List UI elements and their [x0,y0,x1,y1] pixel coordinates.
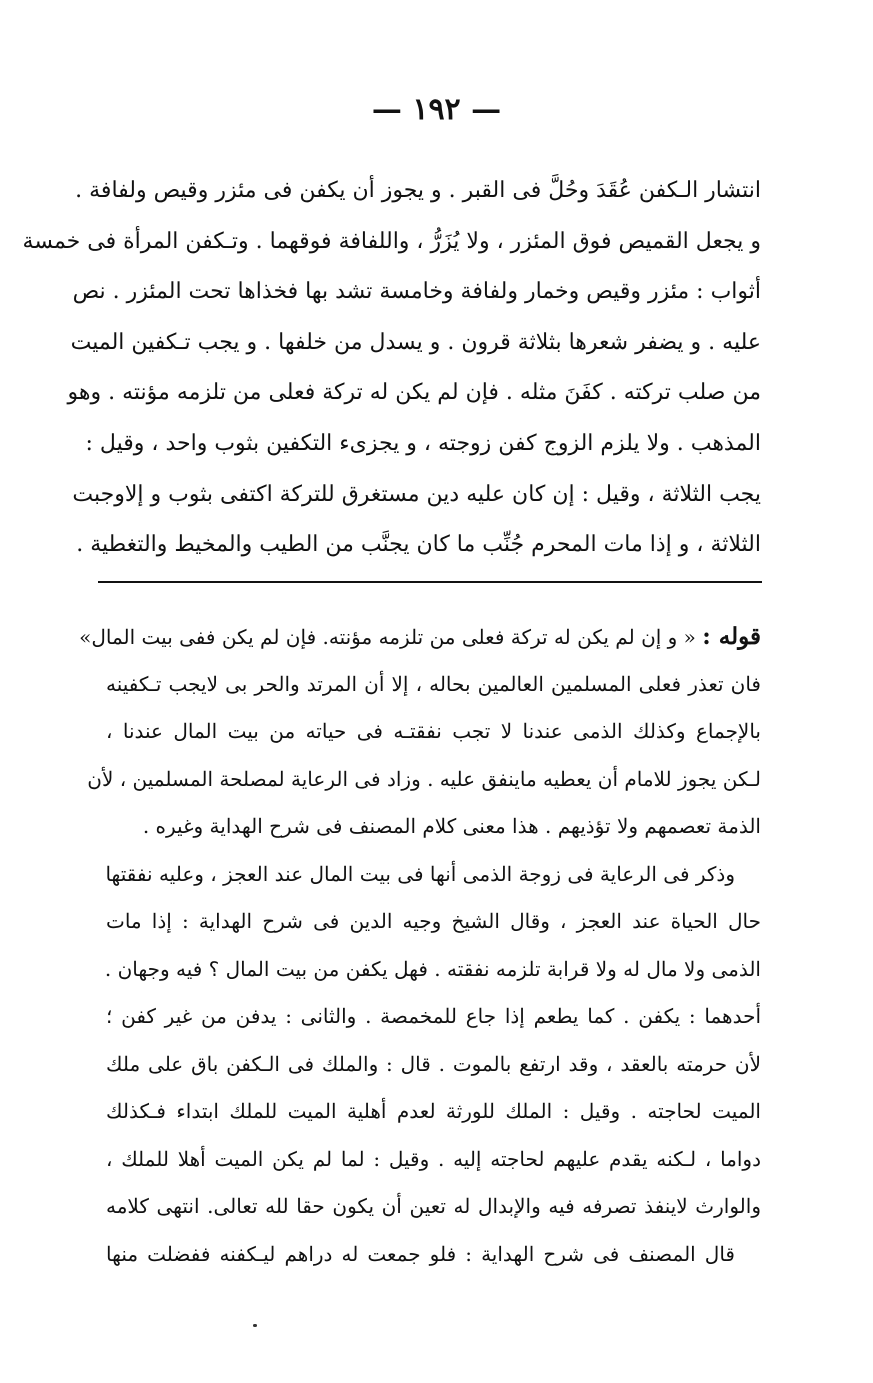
main-text-line: انتشار الـكفن عُقَدَ وحُلَّ فى القبر . و يجوز أن يكفن فى مئزر وقيص ولفافة . [75,178,761,203]
main-text-line: عليه . و يضفر شعرها بثلاثة قرون . و يسدل من خلفها . و يجب تـكفين الميت [70,329,761,355]
commentary-line: والوارث لاينفذ تصرفه فيه والإبدال له تعين أن يكون حقا لله تعالى. انتهى كلامه [106,1194,761,1218]
page-number: — ١٩٢ — [371,92,502,127]
commentary-line: الذمة تعصمهم ولا تؤذيهم . هذا معنى كلام المصنف فى شرح الهداية وغيره . [142,814,761,838]
commentary-line: بالإجماع وكذلك الذمى عندنا لا تجب نفقتـه فى حياته من بيت المال عندنا ، [106,719,761,743]
main-text-line: و يجعل القميص فوق المئزر ، ولا يُزَرُّ ، واللفافة فوقهما . وتـكفن المرأة فى خمسة [22,228,761,254]
commentary-line: قال المصنف فى شرح الهداية : فلو جمعت له دراهم ليـكفنه ففضلت منها [106,1241,735,1266]
footnote-divider [98,581,762,583]
commentary-line: لـكن يجوز للامام أن يعطيه ماينفق عليه . وزاد فى الرعاية لمصلحة المسلمين ، لأن [87,766,761,791]
commentary-line: وذكر فى الرعاية فى زوجة الذمى أنها فى بيت المال عند العجز ، وعليه نفقتها [105,861,735,886]
commentary-line: لأن حرمته بالعقد ، وقد ارتفع بالموت . قال : والملك فى الـكفن باق على ملك [106,1051,761,1076]
main-text-line: المذهب . ولا يلزم الزوج كفن زوجته ، و يجزىء التكفين بثوب واحد ، وقيل : [85,430,761,456]
commentary [79,613,761,1278]
main-text-line: من صلب تركته . كفَنَ مثله . فإن لم يكن له تركة فعلى من تلزمه مؤنته . وهو [67,380,761,406]
main-text [22,166,761,571]
commentary-line: الميت لحاجته . وقيل : الملك للورثة لعدم أهلية الميت للملك ابتداء فـكذلك [106,1099,761,1123]
commentary-line: حال الحياة عند العجز ، وقال الشيخ وجيه الدين فى شرح الهداية : إذا مات [106,909,761,933]
main-text-line: أثواب : مئزر وقيص وخمار ولفافة وخامسة تشد بها فخذاها تحت المئزر . نص [72,279,761,305]
commentary-line: فان تعذر فعلى المسلمين العالمين بحاله ، إلا أن المرتد والحر بى لايجب تـكفينه [106,671,761,696]
main-text-line: يجب الثلاثة ، وقيل : إن كان عليه دين مستغرق للتركة اكتفى بثوب و إلاوجبت [72,481,761,507]
ink-speck [253,1324,257,1327]
commentary-line: الذمى ولا مال له ولا قرابة تلزمه نفقته . فهل يكفن من بيت المال ؟ فيه وجهان . [104,956,761,981]
commentary-line: دواما ، لـكنه يقدم عليهم لحاجته إليه . وقيل : لما لم يكن الميت أهلا للملك ، [106,1146,761,1171]
main-text-line: الثلاثة ، و إذا مات المحرم جُنِّب ما كان يجنَّب من الطيب والمخيط والتغطية . [76,532,761,558]
commentary-lemma-line [79,613,761,661]
commentary-lemma-label: قوله : [702,623,761,650]
commentary-line: أحدهما : يكفن . كما يطعم إذا جاع للمخمصة . والثانى : يدفن من غير كفن ؛ [106,1004,761,1028]
commentary-lemma-quote: « و إن لم يكن له تركة فعلى من تلزمه مؤنته. فإن لم يكن ففى بيت المال» [79,625,696,649]
